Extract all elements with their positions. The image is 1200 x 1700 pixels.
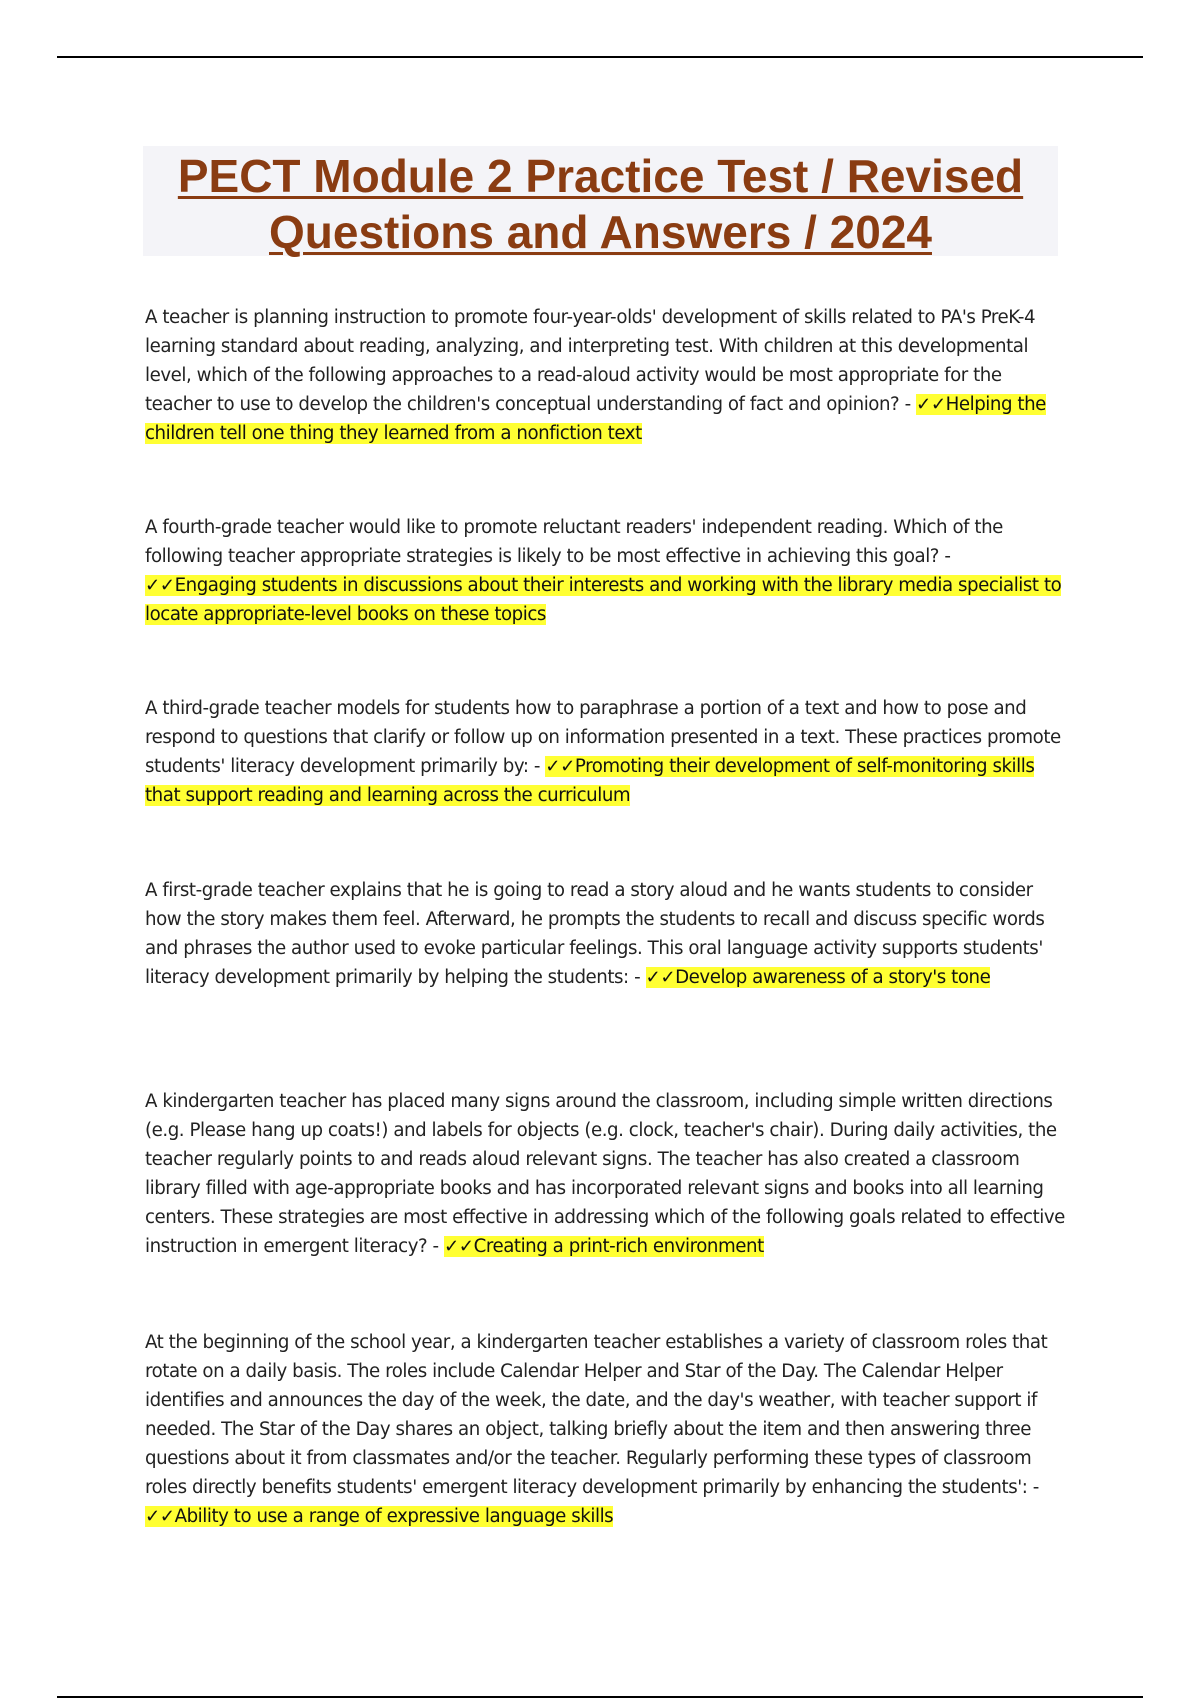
question-text: A kindergarten teacher has placed many signs around the classroom, including simple written directions (e.g. Please hang up coats!) and labels for objects (e.g. clock, teacher's chair). During daily activities, the teacher regularly points to and reads aloud relevant signs. The teacher has also created a classroom library filled with age-appropriate books and has incorporated relevant signs and books into all learning centers. These strategies are most effective in addressing which of the following goals related to effective instruction in emergent literacy? — [145, 1091, 1065, 1257]
separator: - — [528, 756, 546, 777]
qa-item-1 — [145, 303, 1065, 448]
qa-item-3 — [145, 694, 1065, 810]
question-text: A third-grade teacher models for students how to paraphrase a portion of a text and how to pose and respond to questions that clarify or follow up on information presented in a text. These practices promote students' literacy development primarily by: — [145, 698, 1061, 777]
question-text: A fourth-grade teacher would like to promote reluctant readers' independent reading. Which of the following teacher appropriate strategies is likely to be most effective in achieving this goal? — [145, 517, 1003, 567]
title-block — [143, 146, 1058, 256]
qa-item-5 — [145, 1087, 1065, 1261]
bottom-rule — [57, 1696, 1143, 1698]
answer-highlight: ✓✓Engaging students in discussions about their interests and working with the library media specialist to locate appropriate-level books on these topics — [145, 575, 1062, 625]
question-text: A first-grade teacher explains that he is going to read a story aloud and he wants students to consider how the story makes them feel. Afterward, he prompts the students to recall and discuss specific words and phrases the author used to evoke particular feelings. This oral language activity supports students' literacy development primarily by helping the students: — [145, 880, 1045, 988]
qa-item-6 — [145, 1328, 1065, 1531]
answer-highlight: ✓✓Helping the children tell one thing they learned from a nonfiction text — [145, 394, 1046, 444]
separator: - — [628, 967, 646, 988]
answer-highlight: ✓✓Creating a print-rich environment — [444, 1236, 764, 1257]
answer-highlight: ✓✓Promoting their development of self-monitoring skills that support reading and learning across the curriculum — [145, 756, 1035, 806]
title-line-1: PECT Module 2 Practice Test / Revised — [177, 150, 1024, 202]
answer-highlight: ✓✓Ability to use a range of expressive language skills — [145, 1506, 614, 1527]
separator: - — [899, 394, 917, 415]
separator: - — [1027, 1477, 1039, 1498]
top-rule — [57, 56, 1143, 58]
qa-item-2 — [145, 513, 1065, 629]
question-text: At the beginning of the school year, a kindergarten teacher establishes a variety of classroom roles that rotate on a daily basis. The roles include Calendar Helper and Star of the Day. The Calendar Helper identifies and announces the day of the week, the date, and the day's weather, with teacher support if needed. The Star of the Day shares an object, talking briefly about the item and then answering three questions about it from classmates and/or the teacher. Regularly performing these types of classroom roles directly benefits students' emergent literacy development primarily by enhancing the students': — [145, 1332, 1048, 1498]
document-title — [143, 146, 1058, 260]
qa-item-4 — [145, 876, 1065, 992]
title-line-2: Questions and Answers / 2024 — [269, 206, 932, 258]
separator: - — [427, 1236, 444, 1257]
answer-highlight: ✓✓Develop awareness of a story's tone — [645, 967, 991, 988]
question-text: A teacher is planning instruction to promote four-year-olds' development of skills related to PA's PreK-4 learning standard about reading, analyzing, and interpreting test. With children at this developmental level, which of the following approaches to a read-aloud activity would be most appropriate for the teacher to use to develop the children's conceptual understanding of fact and opinion? — [145, 307, 1036, 415]
separator: - — [939, 546, 951, 567]
